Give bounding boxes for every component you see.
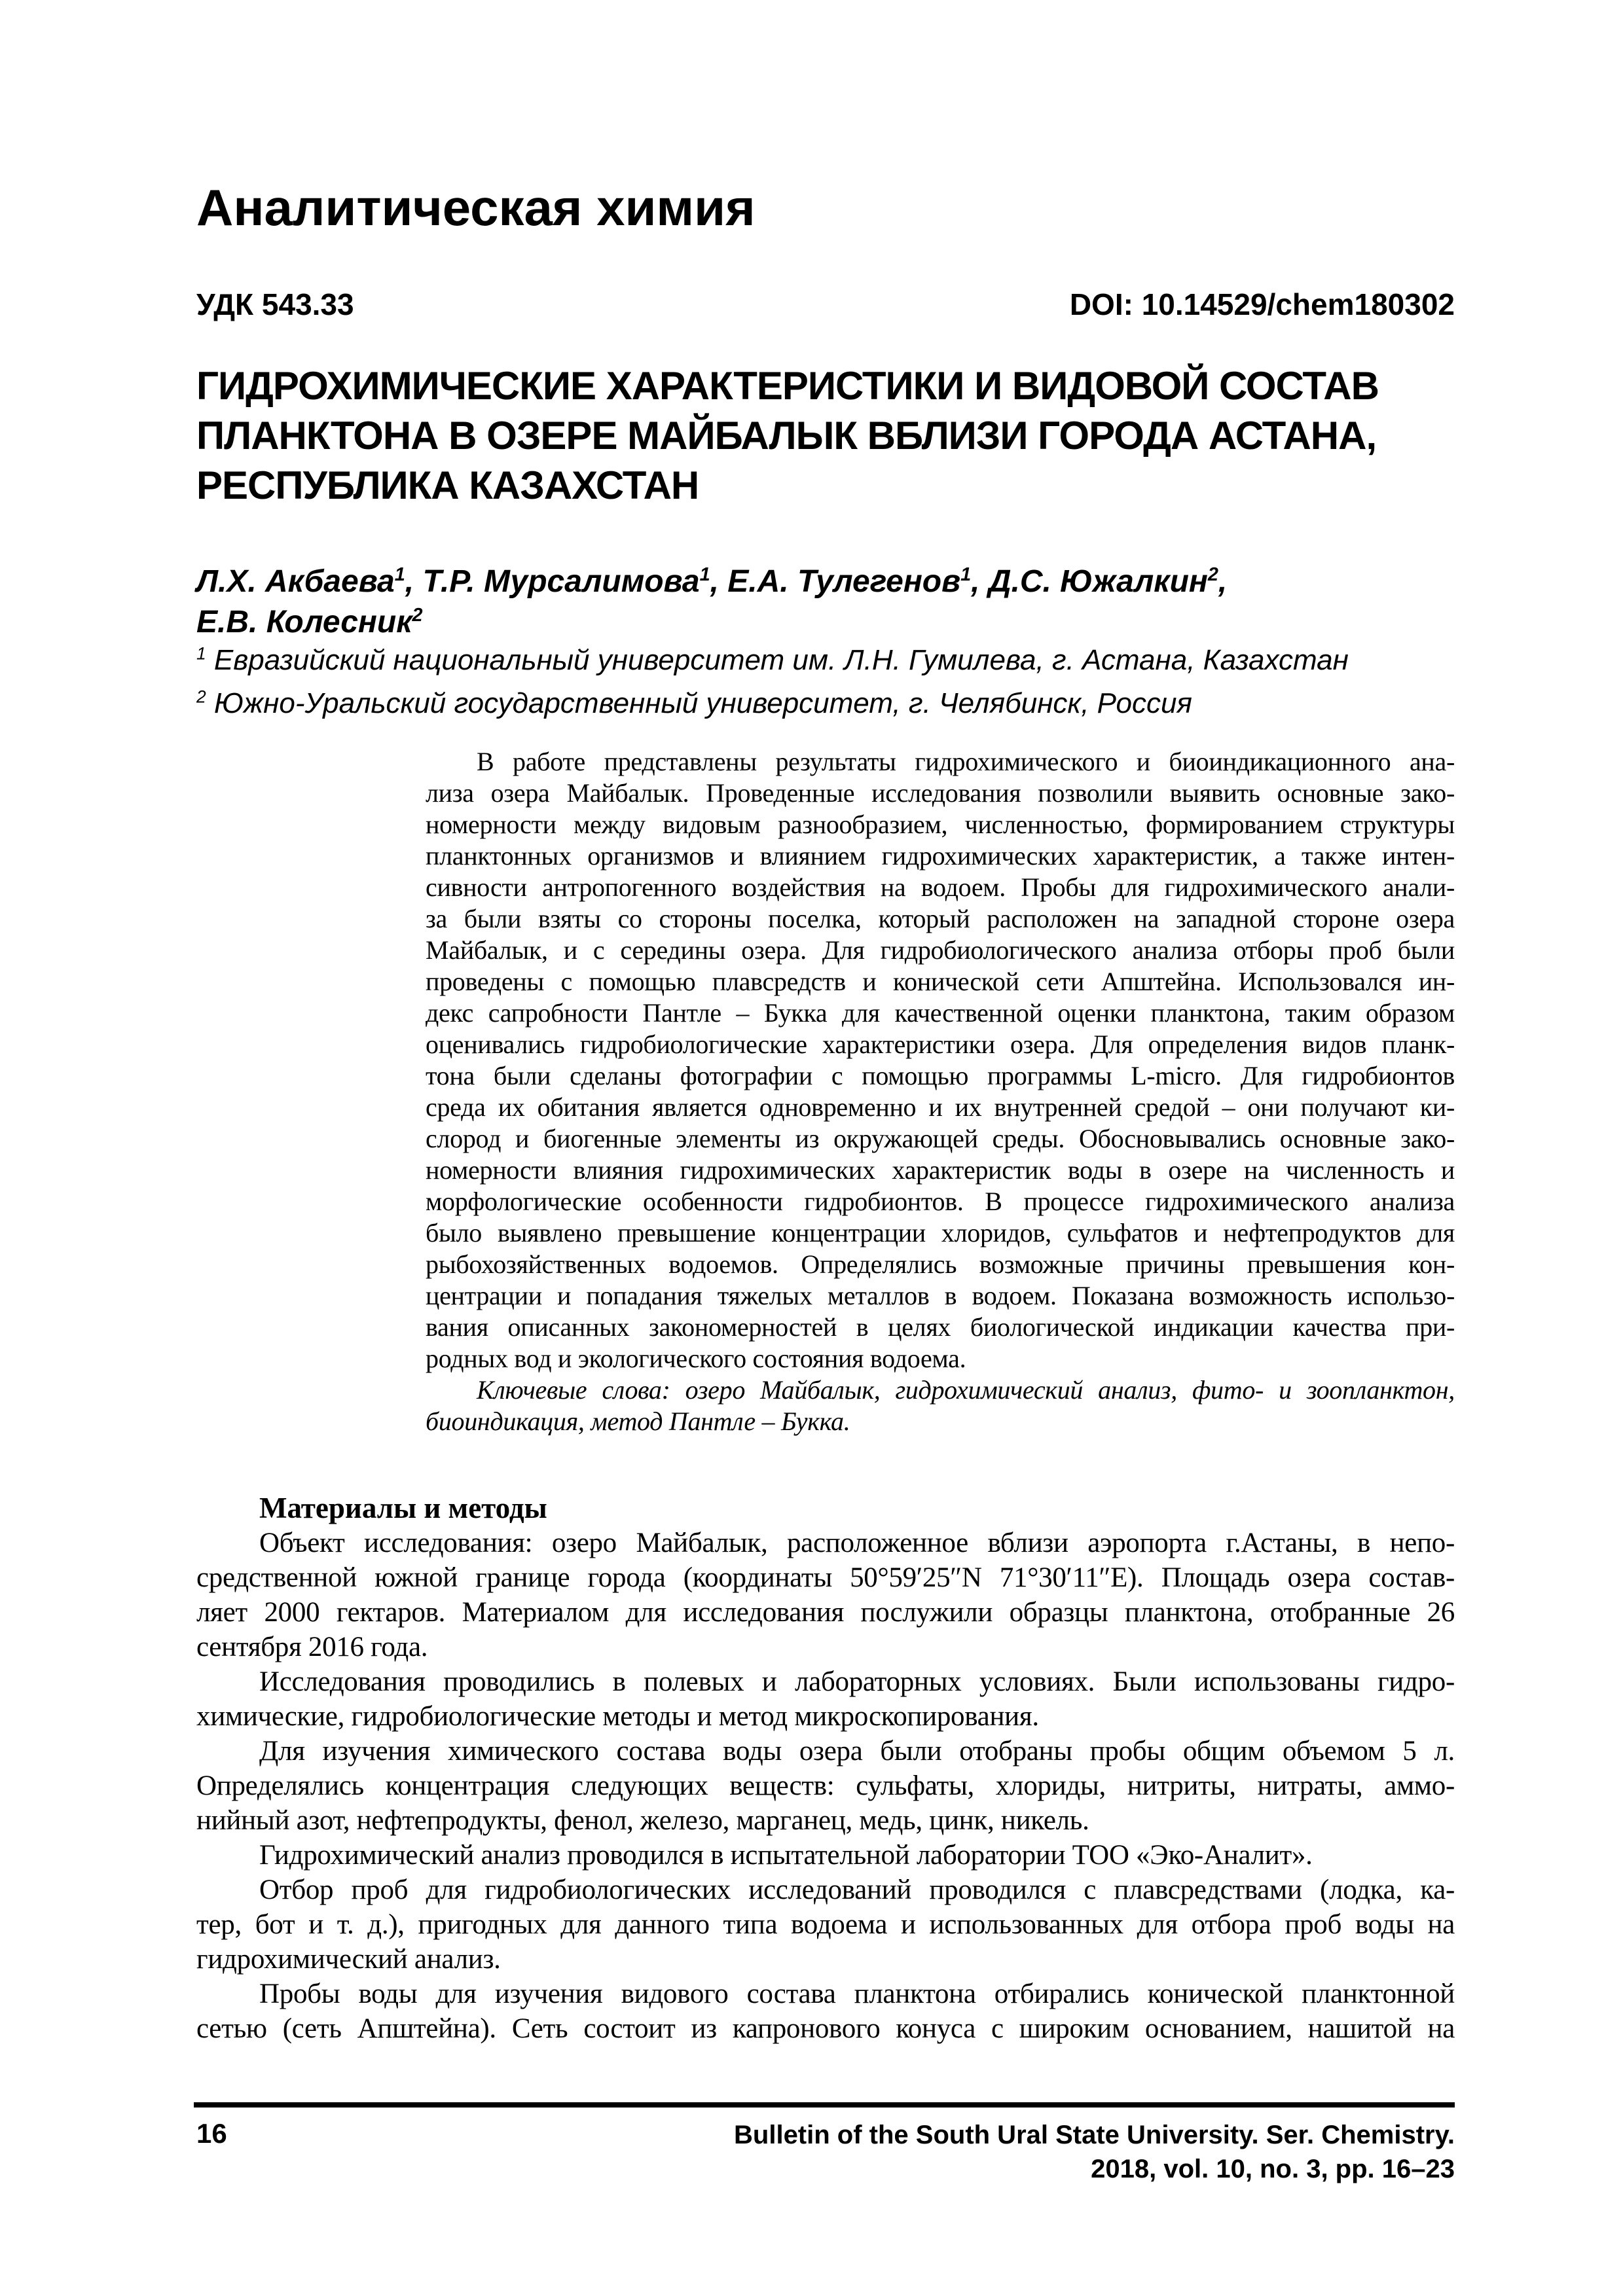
body-text bbox=[196, 1526, 1455, 2046]
abstract-text: В работе представлены результаты гидрохимического и биоиндикационного ана- лиза озера Майбалык. Проведенные исследования позволили выявить основные зако- номерности между видовым разнообразием, численностью, формированием структуры планктонных организмов и влиянием гидрохимических характеристик, а также интен- сивности антропогенного воздействия на водоем. Пробы для гидрохимического анали- за были взяты со стороны поселка, который расположен на западной стороне озера Майбалык, и с середины озера. Для гидробиологического анализа отборы проб были проведены с помощью плавсредств и конической сети Апштейна. Использовался ин- декс сапробности Пантле – Букка для качественной оценки планктона, таким образом оценивались гидробиологические характеристики озера. Для определения видов планк- тона были сделаны фотографии с помощью программы L-micro. Для гидробионтов среда их обитания является одновременно и их внутренней средой – они получают ки- слород и биогенные элементы из окружающей среды. Обосновывались основные зако- номерности влияния гидрохимических характеристик воды в озере на численность и морфологические особенности гидробионтов. В процессе гидрохимического анализа было выявлено превышение концентрации хлоридов, сульфатов и нефтепродуктов для рыбохозяйственных водоемов. Определялись возможные причины превышения кон- центрации и попадания тяжелых металлов в водоем. Показана возможность использо- вания описанных закономерностей в целях биологической индикации качества при- родных вод и экологического состояния водоема. bbox=[426, 747, 1455, 1373]
journal-citation-line-1: Bulletin of the South Ural State University. Ser. Chemistry. bbox=[734, 2121, 1455, 2149]
article-title-line-3: РЕСПУБЛИКА КАЗАХСТАН bbox=[196, 463, 699, 507]
authors-line-1: Л.Х. Акбаева$^1$, Т.Р. Мурсалимова$^1$, Е.А. Тулегенов$^1$, Д.С. Южалкин$^2$, bbox=[196, 564, 1228, 599]
affiliations-block bbox=[196, 639, 1349, 725]
footer-rule bbox=[194, 2102, 1455, 2108]
body-paragraph-5: Отбор проб для гидробиологических исследований проводился с плавсредствами (лодка, ка- тер, бот и т. д.), пригодных для данного типа водоема и использованных для отбора проб воды на гидрохимический анализ. bbox=[196, 1874, 1455, 1975]
article-title-line-1: ГИДРОХИМИЧЕСКИЕ ХАРАКТЕРИСТИКИ И ВИДОВОЙ СОСТАВ bbox=[196, 364, 1379, 408]
section-heading-methods: Материалы и методы bbox=[259, 1492, 547, 1524]
journal-citation-line-2: 2018, vol. 10, no. 3, pp. 16–23 bbox=[1091, 2155, 1455, 2183]
doi-label: DOI: 10.14529/chem180302 bbox=[1069, 287, 1455, 321]
body-paragraph-2: Исследования проводились в полевых и лабораторных условиях. Были использованы гидро- химические, гидробиологические методы и метод микроскопирования. bbox=[196, 1666, 1455, 1732]
footer bbox=[196, 2118, 1455, 2186]
udc-label: УДК 543.33 bbox=[196, 287, 354, 321]
body-paragraph-4: Гидрохимический анализ проводился в испытательной лаборатории ТОО «Эко-Аналит». bbox=[259, 1840, 1313, 1871]
body-paragraph-3: Для изучения химического состава воды озера были отобраны пробы общим объемом 5 л. Определялись концентрация следующих веществ: сульфаты, хлориды, нитриты, нитраты, аммо- нийный азот, нефтепродукты, фенол, железо, марганец, медь, цинк, никель. bbox=[196, 1736, 1455, 1836]
body-paragraph-6: Пробы воды для изучения видового состава планктона отбирались конической планктонной сетью (сеть Апштейна). Сеть состоит из капронового конуса с широким основанием, нашитой на bbox=[196, 1979, 1455, 2044]
keywords-text: Ключевые слова: озеро Майбалык, гидрохимический анализ, фито- и зоопланктон, биоиндикация, метод Пантле – Букка. bbox=[426, 1375, 1455, 1436]
article-title-line-2: ПЛАНКТОНА В ОЗЕРЕ МАЙБАЛЫК ВБЛИЗИ ГОРОДА АСТАНА, bbox=[196, 414, 1377, 457]
authors-line-2: Е.В. Колесник$^2$ bbox=[196, 605, 423, 639]
udc-doi-row bbox=[196, 287, 1455, 322]
journal-citation bbox=[734, 2118, 1455, 2186]
body-paragraph-1: Объект исследования: озеро Майбалык, расположенное вблизи аэропорта г.Астаны, в непо- средственной южной границе города (координаты 50°59′25″N 71°30′11″E). Площадь озера состав- ляет 2000 гектаров. Материалом для исследования послужили образцы планктона, отобранные 26 сентября 2016 года. bbox=[196, 1528, 1455, 1662]
article-title bbox=[196, 361, 1493, 511]
affiliation-line-1: $^1$ Евразийский национальный университет им. Л.Н. Гумилева, г. Астана, Казахстан bbox=[196, 643, 1349, 676]
journal-section-header: Аналитическая химия bbox=[196, 179, 756, 236]
affiliation-line-2: $^2$ Южно-Уральский государственный университет, г. Челябинск, Россия bbox=[196, 687, 1192, 719]
authors-block bbox=[196, 562, 1227, 643]
page-number: 16 bbox=[196, 2118, 227, 2149]
